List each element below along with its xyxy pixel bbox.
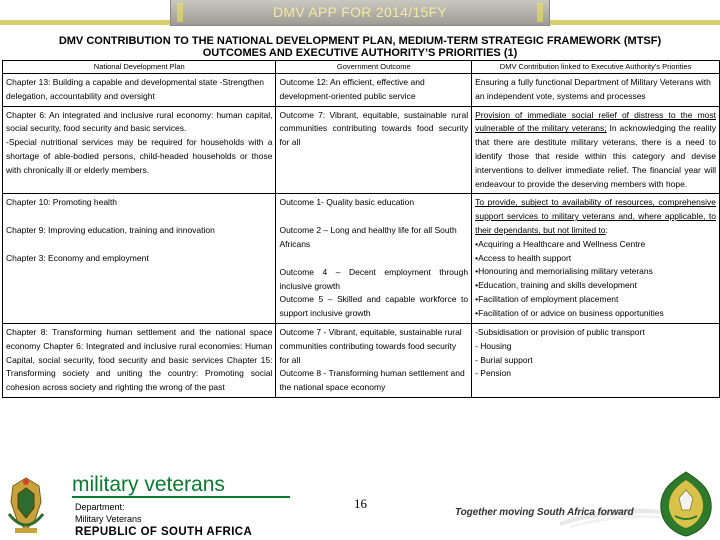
cell-contribution-row1: Ensuring a fully functional Department of Military Veterans with an independent vote, systems and processes	[472, 74, 720, 107]
list-item: - Burial support	[475, 354, 533, 365]
contribution-row3-lead-wrap	[475, 196, 716, 237]
brand-underline	[72, 496, 290, 498]
outcome-row3-1: Outcome 1- Quality basic education	[279, 197, 415, 208]
ndp-row3-education: Chapter 9: Improving education, training and innovation	[6, 225, 215, 236]
table-row	[3, 323, 720, 397]
outcome-row3-5: Outcome 5 – Skilled and capable workforce to support inclusive growth	[279, 294, 469, 319]
heading-line-1: DMV CONTRIBUTION TO THE NATIONAL DEVELOPMENT PLAN, MEDIUM-TERM STRATEGIC FRAMEWORK (MTSF)	[58, 35, 662, 47]
department-label	[75, 501, 142, 525]
col-header-ndp: National Development Plan	[3, 61, 276, 74]
cell-ndp-row4: Chapter 8: Transforming human settlement and the national space economy Chapter 6: Integrated and inclusive rural economies: Human Capital, social security, food security and basic services Chapter 15: Transforming society and uniting the country: Promoting social cohesion across society and righting the wrong of the past	[3, 323, 276, 397]
cell-ndp-row1: Chapter 13: Building a capable and developmental state -Strengthen delegation, accountability and oversight	[3, 74, 276, 107]
table-row	[3, 106, 720, 194]
cell-outcome-row2: Outcome 7: Vibrant, equitable, sustainable rural communities contributing towards food security for all	[276, 106, 472, 194]
outcome-row3-4: Outcome 4 – Decent employment through inclusive growth	[279, 266, 469, 291]
banner-stripe-right	[550, 20, 720, 25]
tagline: Together moving South Africa forward	[455, 507, 634, 518]
header-banner	[170, 0, 550, 26]
contribution-row2-detail: In acknowledging the reality that there are destitute military veterans, there is a need to identify those that reside within this category and devise interventions to deliver immediate relief. The financial year will endeavour to provide the deserving members with hope.	[475, 123, 716, 189]
list-item: - Pension	[475, 368, 512, 379]
cell-contribution-row3	[472, 194, 720, 324]
cell-outcome-row4	[276, 323, 472, 397]
heading-line-2: OUTCOMES AND EXECUTIVE AUTHORITY’S PRIORITIES (1)	[202, 47, 518, 59]
col-header-contribution: DMV Contribution linked to Executive Authority's Priorities	[472, 61, 720, 74]
contribution-row3-lead: To provide, subject to availability of resources, comprehensive support services to military veterans and, where applicable, to their dependants, but not limited to	[475, 197, 716, 235]
outcome-row3-2: Outcome 2 – Long and healthy life for all South Africans	[279, 225, 457, 249]
list-item: -Subsidisation or provision of public transport	[475, 326, 645, 337]
list-item: - Housing	[475, 340, 512, 351]
coat-of-arms-icon	[3, 474, 49, 536]
col-header-outcome: Government Outcome	[276, 61, 472, 74]
cell-outcome-row3	[276, 194, 472, 324]
banner-stripe-left	[0, 20, 170, 25]
military-veterans-crest-icon	[655, 470, 717, 538]
outcome-row4-8: Outcome 8 - Transforming human settlement and the national space economy	[279, 368, 465, 393]
cell-contribution-row4	[472, 323, 720, 397]
list-item: •Access to health support	[475, 252, 572, 263]
ndp-row3-health: Chapter 10: Promoting health	[6, 197, 118, 208]
table-header-row	[3, 61, 720, 74]
contribution-row2-lead: Provision of immediate social relief of distress to the most vulnerable of the military veterans;	[475, 109, 716, 134]
list-item: •Honouring and memorialising military veterans	[475, 266, 653, 277]
republic-label: REPUBLIC OF SOUTH AFRICA	[75, 526, 253, 538]
page-number: 16	[354, 496, 367, 511]
ndp-row3-economy: Chapter 3: Economy and employment	[6, 252, 149, 263]
banner-title: DMV APP FOR 2014/15FY	[272, 4, 448, 20]
outcome-row4-7: Outcome 7 - Vibrant, equitable, sustainable rural communities contributing towards food security for all	[279, 326, 462, 365]
dept-line-1: Department:	[75, 502, 125, 512]
list-item: •Facilitation of employment placement	[475, 293, 619, 304]
page-heading	[10, 35, 710, 59]
cell-outcome-row1: Outcome 12: An efficient, effective and development-oriented public service	[276, 74, 472, 107]
table-row	[3, 74, 720, 107]
cell-ndp-row3	[3, 194, 276, 324]
list-item: •Education, training and skills development	[475, 280, 637, 291]
ndp-row2-chapter: Chapter 6: An integrated and inclusive rural economy: human capital, social security, food security and basic services.	[6, 109, 273, 134]
contribution-row3-colon: :	[605, 224, 608, 235]
brand-wordmark: military veterans	[72, 473, 225, 496]
framework-table	[2, 60, 720, 398]
ndp-row2-note: -Special nutritional services may be required for households with a shortage of able-bodied persons, child-headed households or those with chronically ill or elderly members.	[6, 137, 273, 175]
dept-line-2: Military Veterans	[75, 514, 142, 524]
list-item: •Facilitation of or advice on business opportunities	[475, 307, 664, 318]
table-row	[3, 194, 720, 324]
list-item: •Acquiring a Healthcare and Wellness Centre	[475, 238, 646, 249]
cell-contribution-row2	[472, 106, 720, 194]
cell-ndp-row2	[3, 106, 276, 194]
